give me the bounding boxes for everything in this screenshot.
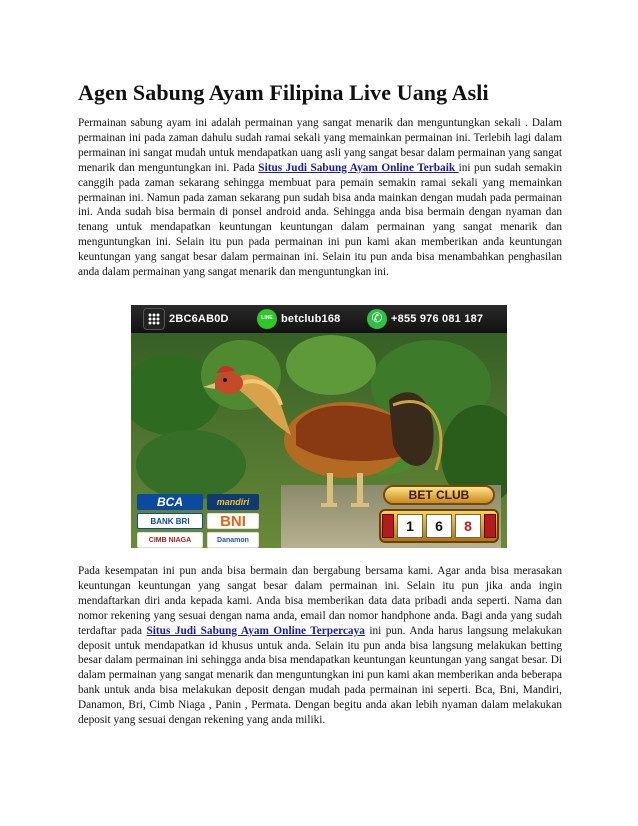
paragraph-intro-text-b: ini pun sudah semakin canggih pada zaman sekarang sehingga membuat para pemain semakin ramai sekali yang memainkan permainan ini. Namun pada zaman sekarang pun sudah bisa anda mainkan dengan mudah pada permainan ini. Anda sudah bisa bermain di ponsel android anda. Sehingga anda bisa bermain dengan nyaman dan tenang untuk mendapatkan keuntungan keuntungan dalam permainan yang sangat menarik dan menguntungkan ini. Selain itu pun pada permainan ini pun kami akan memberikan anda keuntungan keuntungan yang sangat besar dalam permainan ini. Selain itu pun anda bisa menambahkan penghasilan anda dalam permainan yang sangat menarik dan menguntungkan ini. (78, 161, 562, 279)
contact-bar (131, 305, 507, 333)
reel-1: 1 (397, 514, 423, 538)
bet-club-title: BET CLUB (383, 485, 495, 505)
line-contact (257, 309, 340, 329)
link-situs-terbaik[interactable]: Situs Judi Sabung Ayam Online Terbaik (258, 161, 459, 174)
reel-2: 6 (426, 514, 452, 538)
bet-club-logo (377, 485, 501, 545)
paragraph-register-text-a: Pada kesempatan ini pun anda bisa bermain dan bergabung bersama kami. Agar anda bisa merasakan keuntungan keuntungan yang sangat besar dalam permainan ini. Selain itu pun jika anda ingin mendaftarkan diri anda kepada kami. Anda bisa memberikan data data pribadi anda seperti. Nama dan nomor rekening yang sesuai dengan nama anda, email dan nomor handphone anda. Bagi anda yang sudah terdaftar pada (78, 565, 562, 637)
bbm-pin: 2BC6AB0D (169, 313, 229, 325)
bank-logo-mandiri: mandiri (207, 494, 259, 510)
slot-reels (379, 509, 499, 543)
bank-logo-bri: BANK BRI (137, 513, 203, 529)
line-id: betclub168 (281, 313, 341, 325)
blackberry-icon (143, 308, 165, 330)
paragraph-register (78, 564, 562, 728)
paragraph-register-text-b: ini pun. Anda harus langsung melakukan deposit untuk mendapatkan id khusus untuk anda. Selain itu pun anda bisa langsung melakukan betting besar dalam permainan ini sehingga anda bisa mendapatkan keuntungan keuntungan yang sangat besar. Di dalam permainan yang sangat menarik dan menguntungkan ini pun kami akan memberikan anda beberapa bank untuk anda bisa melakukan deposit dengan mudah pada permainan ini seperti. Bca, Bni, Mandiri, Danamon, Bri, Cimb Niaga , Panin , Permata. Dengan begitu anda akan lebih nyaman dalam melakukan deposit yang sesuai dengan rekening yang anda miliki. (78, 624, 562, 727)
whatsapp-number: +855 976 081 187 (391, 313, 484, 325)
promo-image-rooster (131, 305, 507, 548)
line-app-icon (257, 309, 277, 329)
bbm-contact (143, 309, 229, 329)
page-title: Agen Sabung Ayam Filipina Live Uang Asli (78, 80, 489, 105)
paragraph-intro-text-a: Permainan sabung ayam ini adalah permainan yang sangat menarik dan menguntungkan sekali . Dalam permainan ini pada zaman dahulu sudah ramai sekali yang memainkan permainan ini. Terlebih lagi dalam permainan ini sangat mudah untuk mendapatkan uang asli yang sangat besar dalam permainan yang sangat menarik dan menguntungkan ini. Pada (78, 117, 562, 174)
paragraph-intro (78, 116, 562, 280)
whatsapp-contact (367, 309, 483, 329)
bank-logo-bni: BNI (207, 513, 259, 529)
reel-3: 8 (455, 514, 481, 538)
reel-side-left (382, 514, 394, 538)
bank-logo-danamon: Danamon (207, 532, 259, 548)
bank-logo-cimb-niaga: CIMB NIAGA (137, 532, 203, 548)
whatsapp-icon (367, 309, 387, 329)
bank-logo-bca: BCA (137, 494, 203, 510)
reel-side-right (484, 514, 496, 538)
link-situs-terpercaya[interactable]: Situs Judi Sabung Ayam Online Terpercaya (146, 624, 365, 637)
